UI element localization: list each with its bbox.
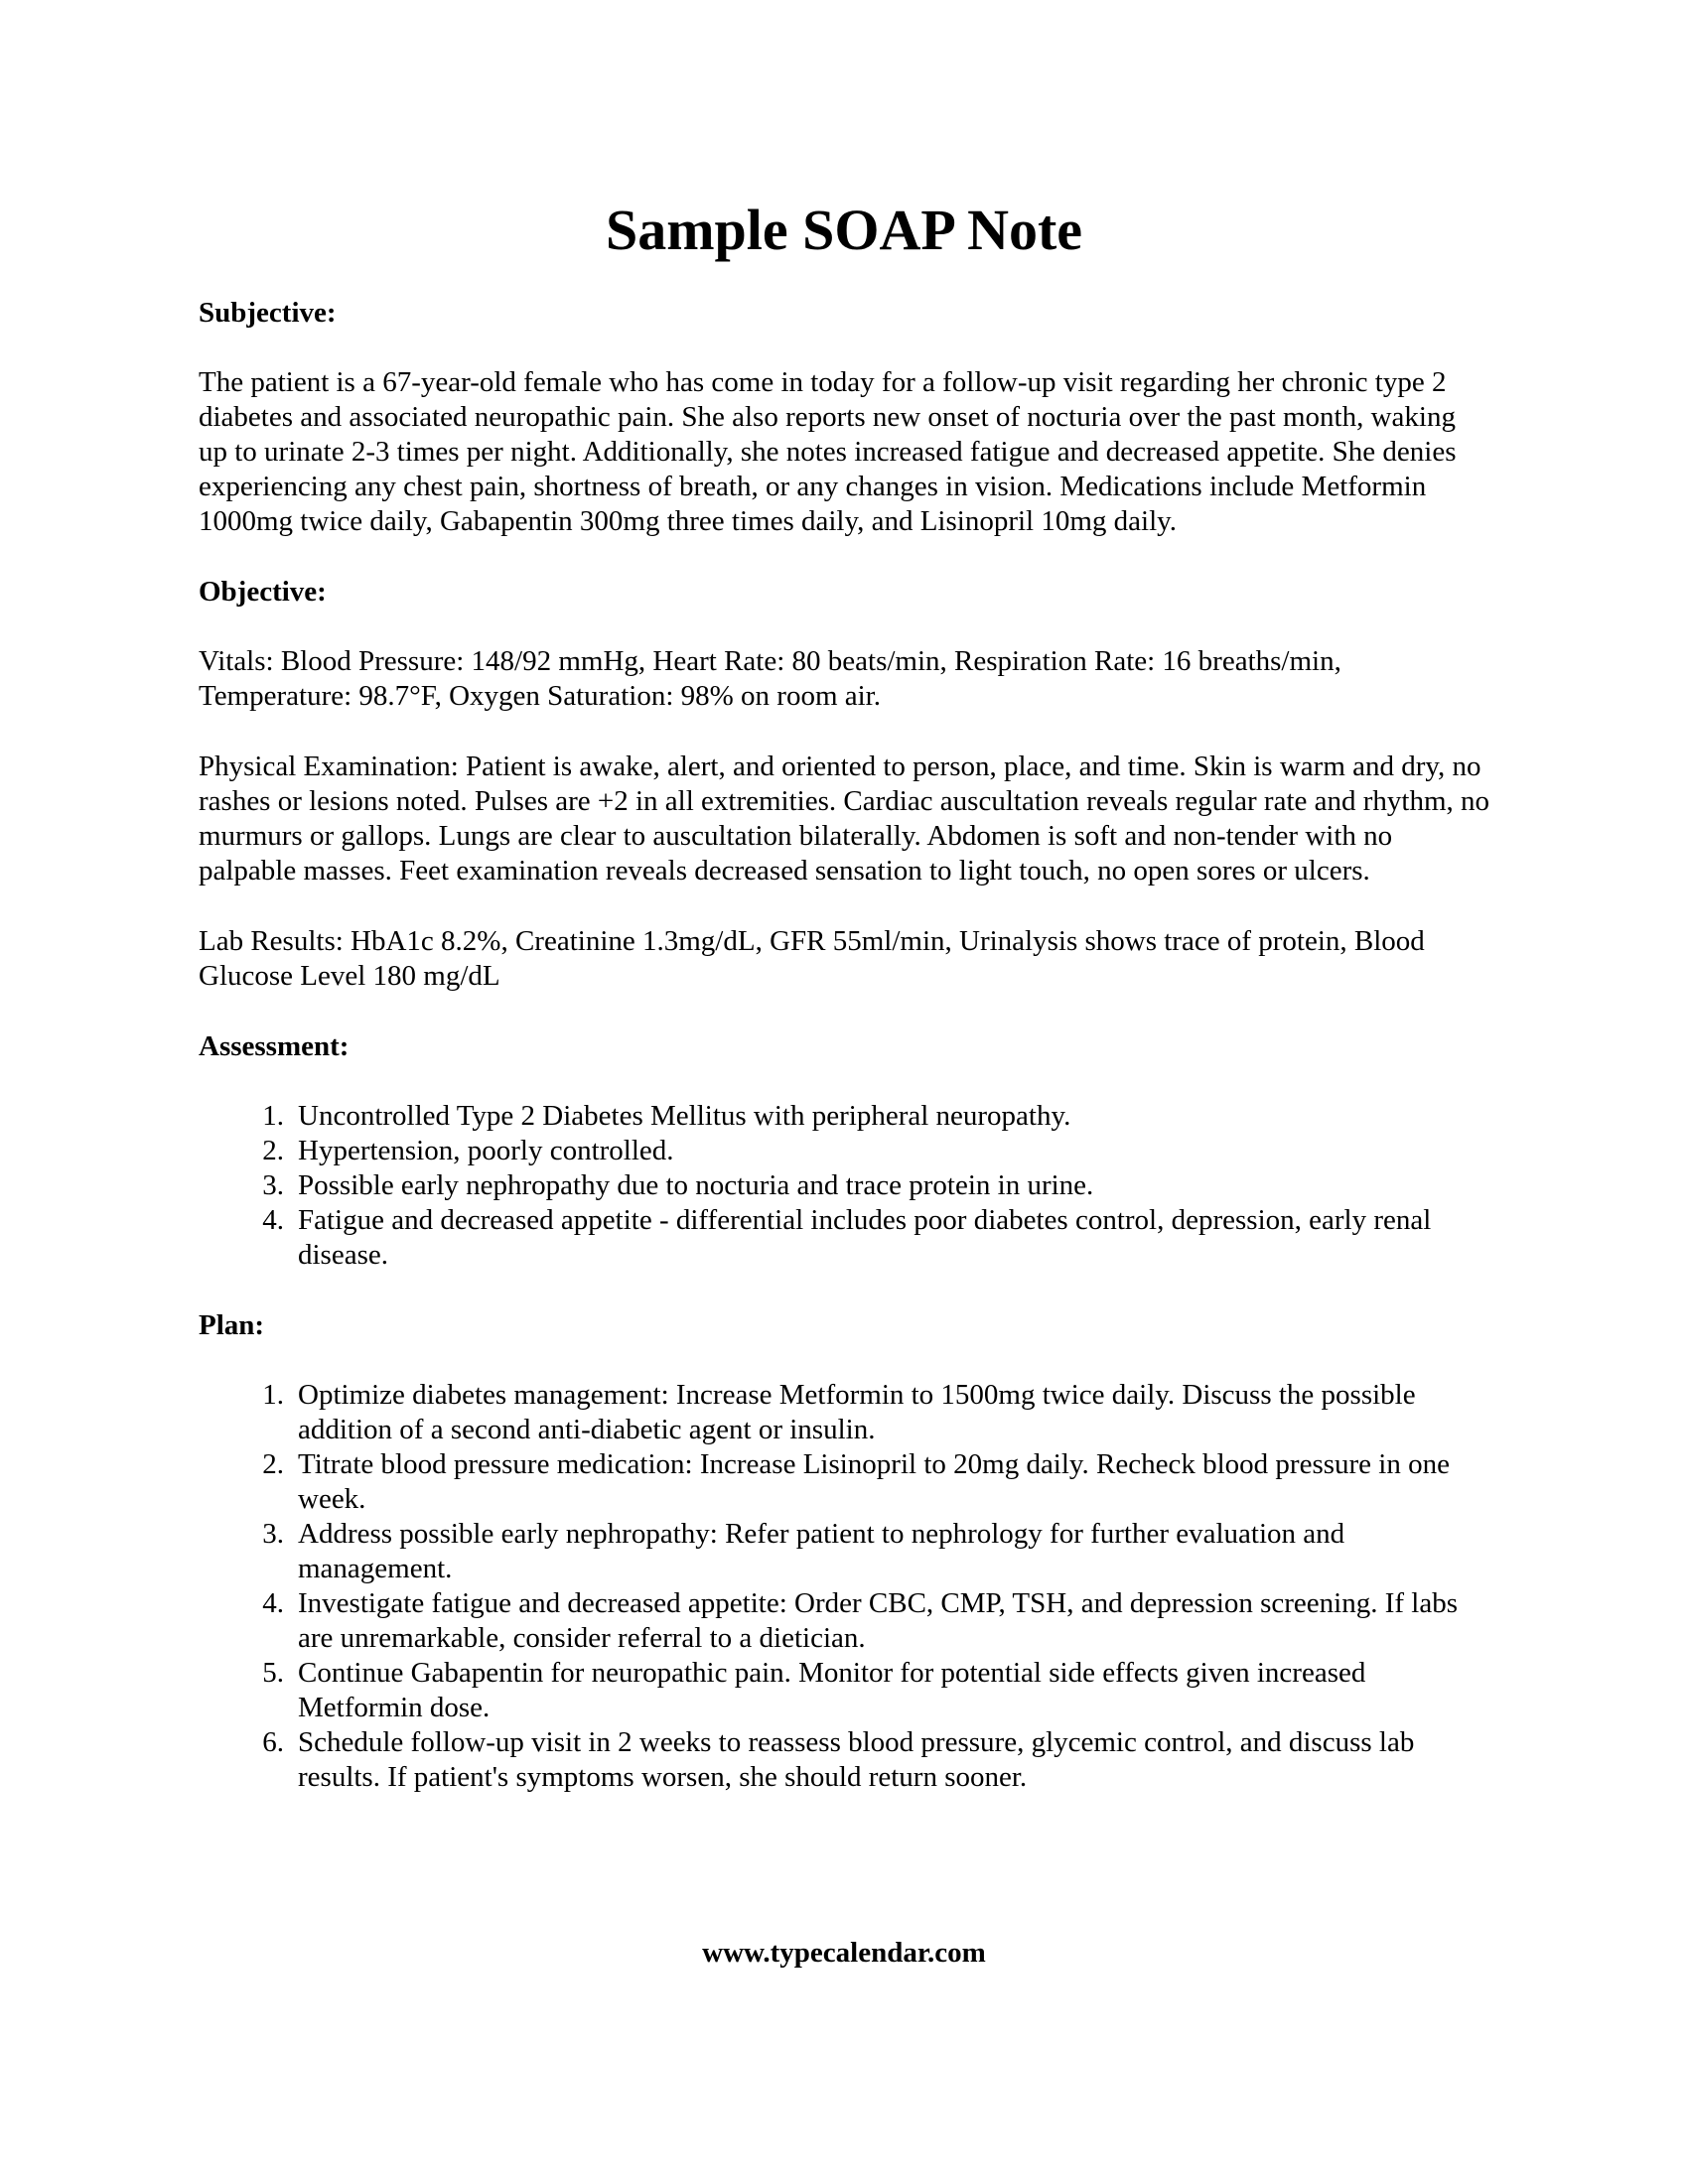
list-item — [199, 1586, 1489, 1656]
list-item-text: Optimize diabetes management: Increase Metformin to 1500mg twice daily. Discuss the possible addition of a second anti-diabetic agent or insulin. — [298, 1379, 1416, 1445]
list-number: 6. — [262, 1726, 284, 1758]
list-item-text: Address possible early nephropathy: Refer patient to nephrology for further evaluation and management. — [298, 1518, 1345, 1584]
list-item — [199, 1447, 1489, 1517]
list-number: 5. — [262, 1657, 284, 1689]
plan-heading: Plan: — [199, 1309, 265, 1341]
list-item — [199, 1099, 1489, 1134]
list-item-text: Titrate blood pressure medication: Increase Lisinopril to 20mg daily. Recheck blood pressure in one week. — [298, 1448, 1450, 1515]
list-item-text: Possible early nephropathy due to nocturia and trace protein in urine. — [298, 1169, 1094, 1201]
plan-list — [199, 1378, 1489, 1795]
assessment-heading: Assessment: — [199, 1030, 350, 1062]
list-item-text: Schedule follow-up visit in 2 weeks to reassess blood pressure, glycemic control, and discuss lab results. If patient's symptoms worsen, she should return sooner. — [298, 1726, 1415, 1793]
objective-heading: Objective: — [199, 576, 327, 608]
list-item-text: Hypertension, poorly controlled. — [298, 1135, 674, 1166]
list-number: 4. — [262, 1204, 284, 1236]
list-number: 4. — [262, 1587, 284, 1619]
list-number: 3. — [262, 1169, 284, 1201]
list-item — [199, 1517, 1489, 1586]
list-number: 1. — [262, 1100, 284, 1132]
list-item-text: Continue Gabapentin for neuropathic pain. Monitor for potential side effects given increased Metformin dose. — [298, 1657, 1366, 1723]
soap-note-body — [199, 296, 1489, 1795]
list-number: 1. — [262, 1379, 284, 1411]
lab-results-text: Lab Results: HbA1c 8.2%, Creatinine 1.3mg/dL, GFR 55ml/min, Urinalysis shows trace of protein, Blood Glucose Level 180 mg/dL — [199, 925, 1425, 992]
footer-website: www.typecalendar.com — [702, 1937, 986, 1969]
list-item-text: Uncontrolled Type 2 Diabetes Mellitus with peripheral neuropathy. — [298, 1100, 1071, 1132]
list-item-text: Investigate fatigue and decreased appetite: Order CBC, CMP, TSH, and depression screening. If labs are unremarkable, consider referral to a dietician. — [298, 1587, 1459, 1654]
list-item — [199, 1378, 1489, 1447]
list-number: 2. — [262, 1135, 284, 1166]
list-number: 2. — [262, 1448, 284, 1480]
list-item — [199, 1134, 1489, 1168]
subjective-text: The patient is a 67-year-old female who has come in today for a follow-up visit regarding her chronic type 2 diabetes and associated neuropathic pain. She also reports new onset of nocturia over the past month, waking up to urinate 2-3 times per night. Additionally, she notes increased fatigue and decreased appetite. She denies experiencing any chest pain, shortness of breath, or any changes in vision. Medications include Metformin 1000mg twice daily, Gabapentin 300mg three times daily, and Lisinopril 10mg daily. — [199, 366, 1457, 537]
list-item — [199, 1203, 1489, 1273]
physical-exam-text: Physical Examination: Patient is awake, alert, and oriented to person, place, and time. Skin is warm and dry, no rashes or lesions noted. Pulses are +2 in all extremities. Cardiac auscultation reveals regular rate and rhythm, no murmurs or gallops. Lungs are clear to auscultation bilaterally. Abdomen is soft and non-tender with no palpable masses. Feet examination reveals decreased sensation to light touch, no open sores or ulcers. — [199, 751, 1490, 887]
list-item — [199, 1168, 1489, 1203]
assessment-section — [199, 1029, 1489, 1308]
list-number: 3. — [262, 1518, 284, 1550]
list-item-text: Fatigue and decreased appetite - differential includes poor diabetes control, depression, early renal disease. — [298, 1204, 1432, 1271]
plan-section — [199, 1308, 1489, 1795]
assessment-list — [199, 1099, 1489, 1273]
vitals-text: Vitals: Blood Pressure: 148/92 mmHg, Heart Rate: 80 beats/min, Respiration Rate: 16 breaths/min, Temperature: 98.7°F, Oxygen Saturation: 98% on room air. — [199, 645, 1341, 712]
subjective-section — [199, 296, 1489, 575]
page-title: Sample SOAP Note — [605, 198, 1083, 262]
subjective-heading: Subjective: — [199, 297, 337, 329]
list-item — [199, 1656, 1489, 1725]
list-item — [199, 1725, 1489, 1795]
objective-section — [199, 575, 1489, 1029]
